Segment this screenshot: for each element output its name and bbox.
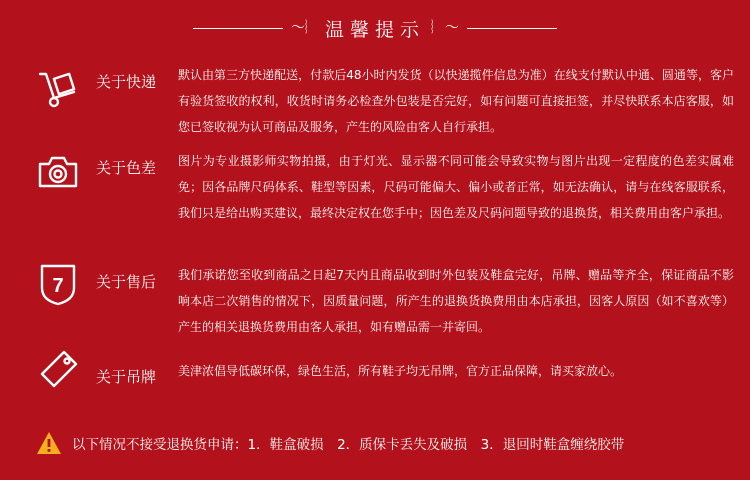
header-deco-left: 〜︴	[290, 20, 319, 36]
page-title: 温馨提示	[324, 18, 425, 41]
section-express-label: 关于快递	[96, 73, 157, 91]
section-color-text: 图片为专业摄影师实物拍摄，由于灯光、显示器不同可能会导致实物与图片出现一定程度的色差实属难免；因各品牌尺码体系、鞋型等因素，尺码可能偏大、偏小或者正常，如无法确认，请与在线客服联系，我们只是给出购买建议，最终决定权在您手中；因色差及尺码问题导致的退换货，相关费用由客户承担。	[178, 154, 734, 220]
section-tag-label: 关于吊牌	[96, 368, 157, 386]
section-aftersale-text: 我们承诺您至收到商品之日起7天内且商品收到时外包装及鞋盒完好，吊牌、赠品等齐全，保证商品不影响本店二次销售的情况下，因质量问题，所产生的退换货换费用由本店承担，因客人原因（如不喜欢等）产生的相关退换货费用由客人承担，如有赠品需一并寄回。	[178, 268, 734, 334]
warning-icon	[36, 431, 62, 455]
seven-day-label: 7	[52, 275, 64, 297]
section-color-label: 关于色差	[96, 159, 157, 177]
camera-icon	[36, 150, 80, 194]
section-express-text: 默认由第三方快递配送，付款后48小时内发货（以快递揽件信息为准）在线支付默认中通、圆通等，客户有验货签收的权利，收货时请务必检查外包装是否完好，如有问题可直接拒签，并尽快联系本店客服，如您已签收视为认可商品及服务，产生的风险由客人自行承担。	[178, 68, 734, 134]
header-line-left	[193, 28, 283, 29]
header	[0, 10, 750, 46]
hand-truck-icon	[36, 66, 80, 110]
return-exclusions	[36, 425, 746, 461]
header-line-right	[467, 28, 557, 29]
header-deco-right: ︴〜	[431, 20, 459, 36]
price-tag-icon	[36, 348, 80, 392]
section-tag-text: 美津浓倡导低碳环保，绿色生活，所有鞋子均无吊牌，官方正品保障，请买家放心。	[178, 364, 623, 378]
seven-day-shield-icon	[36, 262, 80, 306]
section-aftersale-label: 关于售后	[96, 273, 157, 291]
return-exclusions-text: 以下情况不接受退换货申请：1．鞋盒破损 2．质保卡丢失及破损 3．退回时鞋盒缠绕胶带	[72, 437, 625, 453]
